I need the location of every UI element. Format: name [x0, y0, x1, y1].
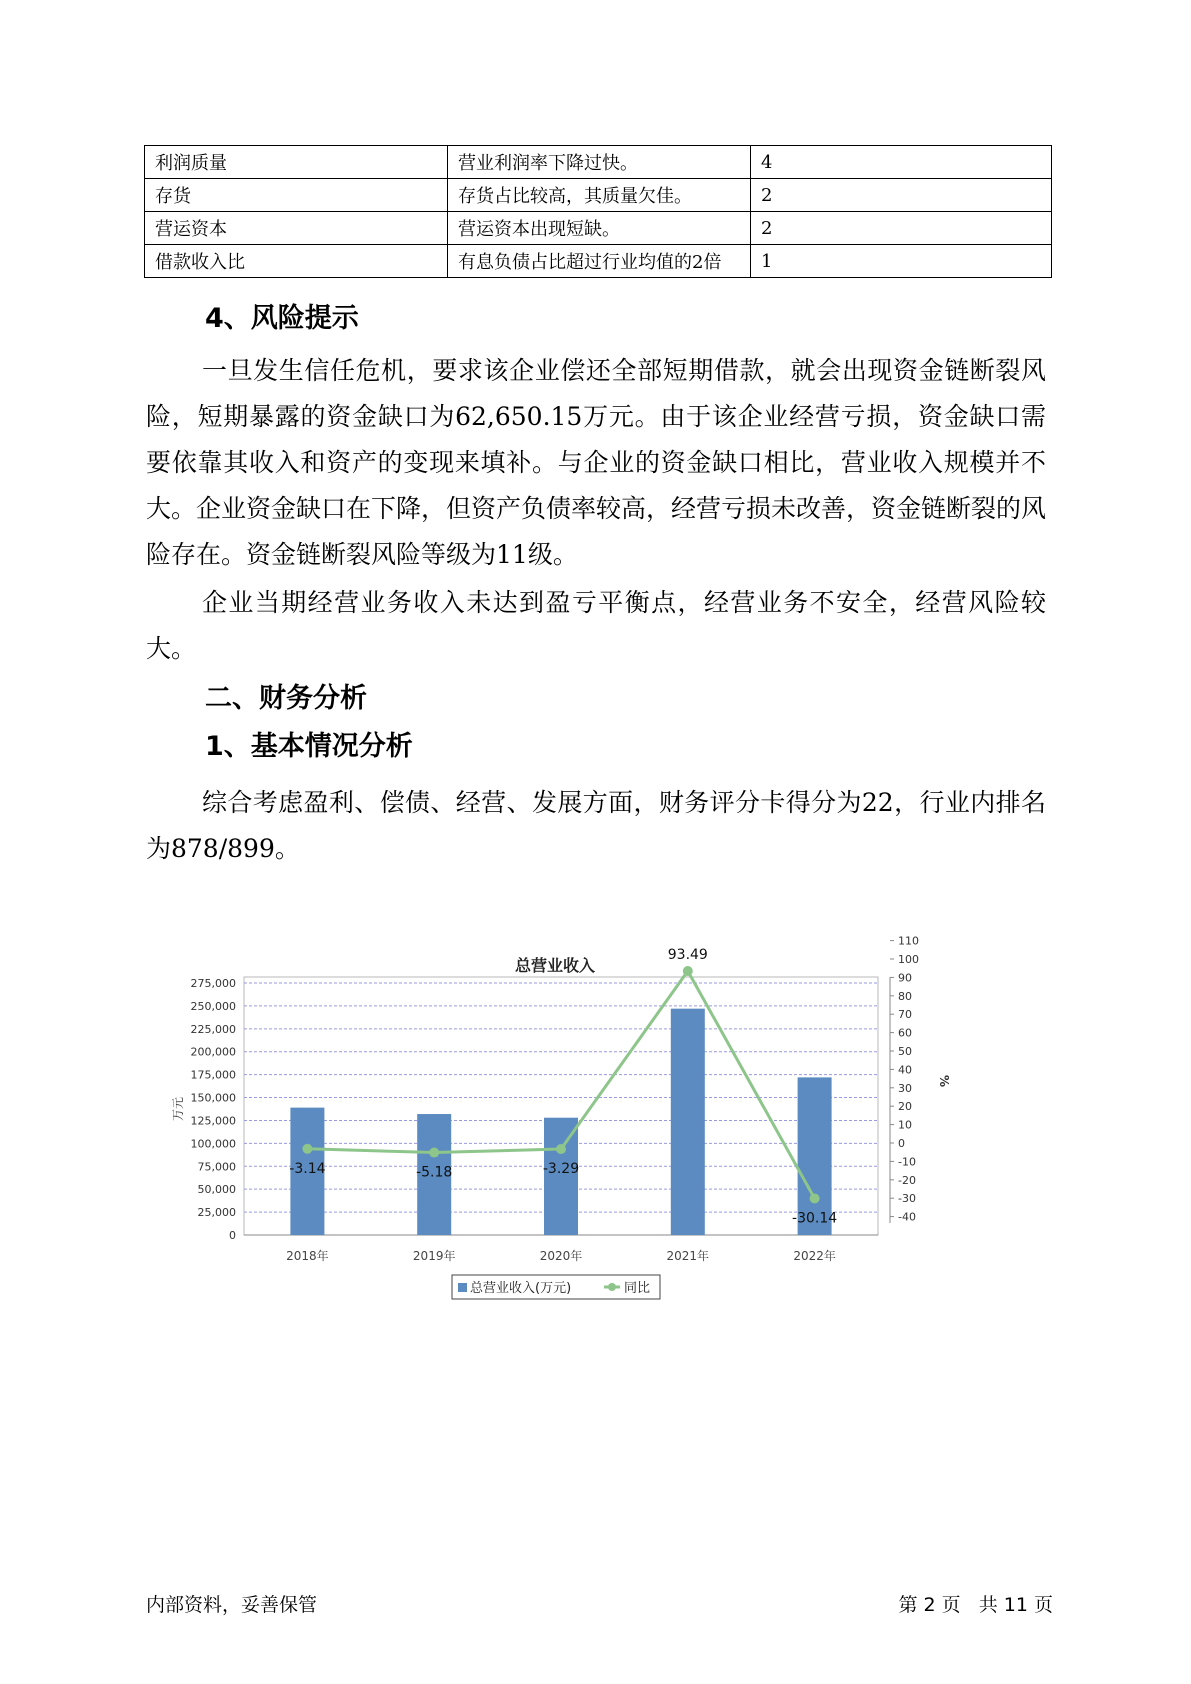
y-tick-label: 100,000 — [190, 1137, 236, 1151]
y2-tick-label: 60 — [898, 1026, 912, 1040]
table-cell-score: 2 — [751, 179, 1052, 212]
y-tick-label: 0 — [229, 1229, 236, 1242]
revenue-chart — [170, 934, 970, 1420]
chart-title: 总营业收入 — [514, 956, 596, 975]
bar-2021年 — [671, 1009, 705, 1235]
x-tick-label: 2022年 — [793, 1249, 836, 1263]
y-tick-label: 25,000 — [197, 1206, 236, 1220]
table-cell-item: 营运资本 — [145, 212, 448, 245]
y2-tick-label: 20 — [898, 1100, 912, 1114]
y2-tick-label: 70 — [898, 1008, 912, 1022]
yoy-data-label: 93.49 — [667, 946, 708, 963]
y-tick-label: 75,000 — [197, 1160, 236, 1174]
footer-confidential: 内部资料，妥善保管 — [146, 1594, 318, 1616]
y2-tick-label: 100 — [898, 953, 919, 966]
y2-tick-label: 90 — [898, 971, 912, 985]
table-cell-item: 利润质量 — [145, 146, 448, 179]
table-cell-item: 借款收入比 — [145, 245, 448, 278]
table-cell-description: 有息负债占比超过行业均值的2倍 — [448, 245, 751, 278]
table-row — [145, 179, 1052, 212]
risk-paragraph-1: 一旦发生信任危机，要求该企业偿还全部短期借款，就会出现资金链断裂风险，短期暴露的资金缺口为62,650.15万元。由于该企业经营亏损，资金缺口需要依靠其收入和资产的变现来填补。与企业的资金缺口相比，营业收入规模并不大。企业资金缺口在下降，但资产负债率较高，经营亏损未改善，资金链断裂的风险存在。资金链断裂风险等级为11级。 — [146, 356, 1047, 569]
y2-tick-label: 40 — [898, 1063, 912, 1077]
legend-bar-swatch — [458, 1283, 467, 1292]
table-cell-description: 营运资本出现短缺。 — [448, 212, 751, 245]
table-cell-score: 2 — [751, 212, 1052, 245]
x-tick-label: 2018年 — [286, 1249, 329, 1263]
legend-line-label: 同比 — [624, 1281, 651, 1296]
yoy-data-label: -5.18 — [416, 1164, 453, 1181]
y2-tick-label: 0 — [898, 1137, 905, 1150]
legend-bar-label: 总营业收入(万元) — [470, 1281, 572, 1296]
table-cell-item: 存货 — [145, 179, 448, 212]
y2-tick-label: -20 — [898, 1173, 916, 1187]
table-cell-description: 营业利润率下降过快。 — [448, 146, 751, 179]
table-cell-score: 4 — [751, 146, 1052, 179]
y2-axis-label: % — [937, 1074, 951, 1088]
yoy-data-label: -3.29 — [542, 1161, 580, 1178]
y2-tick-label: -10 — [898, 1155, 916, 1169]
yoy-point-2020年 — [556, 1144, 566, 1154]
footer-page-number: 第 2 页 共 11 页 — [898, 1594, 1053, 1616]
yoy-point-2019年 — [429, 1148, 439, 1158]
table-row — [145, 146, 1052, 179]
risk-table — [144, 145, 1052, 278]
y-tick-label: 150,000 — [190, 1091, 236, 1105]
y2-tick-label: -30 — [898, 1192, 916, 1206]
basic-paragraph: 综合考虑盈利、偿债、经营、发展方面，财务评分卡得分为22，行业内排名为878/899。 — [146, 788, 1046, 863]
table-row — [145, 212, 1052, 245]
y-tick-label: 50,000 — [197, 1183, 236, 1197]
y2-tick-label: 50 — [898, 1045, 912, 1058]
legend-line-marker — [608, 1283, 616, 1291]
y2-tick-label: 30 — [898, 1081, 912, 1095]
y-tick-label: 200,000 — [190, 1045, 236, 1059]
table-row — [145, 245, 1052, 278]
y2-tick-label: 10 — [898, 1118, 912, 1132]
yoy-data-label: -30.14 — [792, 1210, 838, 1227]
yoy-point-2018年 — [302, 1144, 312, 1154]
y-tick-label: 275,000 — [190, 977, 236, 990]
y-tick-label: 250,000 — [190, 999, 236, 1013]
table-cell-score: 1 — [751, 245, 1052, 278]
section-heading-finance: 二、财务分析 — [205, 683, 367, 714]
y-tick-label: 175,000 — [190, 1068, 236, 1082]
section-heading-basic: 1、基本情况分析 — [205, 731, 413, 762]
y2-tick-label: 80 — [898, 989, 912, 1003]
table-cell-description: 存货占比较高，其质量欠佳。 — [448, 179, 751, 212]
x-tick-label: 2021年 — [666, 1249, 710, 1263]
x-tick-label: 2020年 — [539, 1249, 583, 1263]
y-tick-label: 125,000 — [190, 1114, 236, 1128]
y-axis-label: 万元 — [171, 1096, 185, 1122]
yoy-point-2022年 — [810, 1193, 820, 1203]
y2-tick-label: 110 — [898, 934, 919, 948]
section-heading-risk: 4、风险提示 — [205, 303, 359, 334]
yoy-data-label: -3.14 — [289, 1160, 326, 1177]
revenue-chart-svg — [170, 934, 970, 1420]
y-tick-label: 225,000 — [190, 1022, 236, 1036]
y2-tick-label: -40 — [898, 1210, 916, 1224]
x-tick-label: 2019年 — [412, 1249, 456, 1263]
risk-paragraph-2: 企业当期经营业务收入未达到盈亏平衡点，经营业务不安全，经营风险较大。 — [146, 588, 1046, 663]
yoy-point-2021年 — [683, 966, 693, 976]
